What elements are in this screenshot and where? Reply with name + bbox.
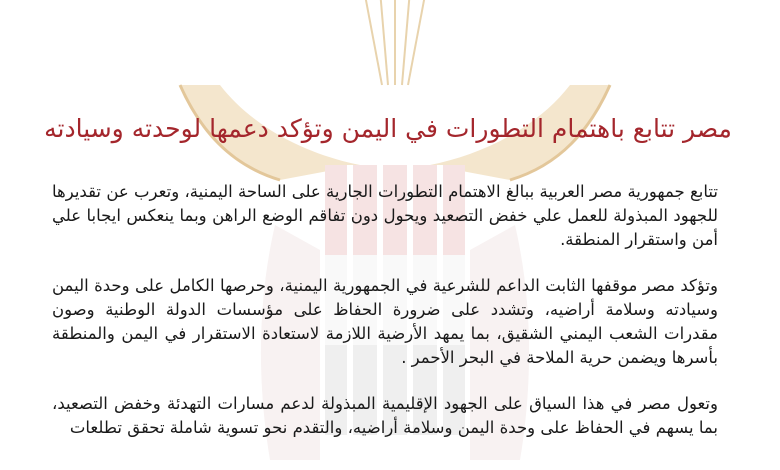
article-paragraph-3: وتعول مصر في هذا السياق على الجهود الإقليمية المبذولة لدعم مسارات التهدئة وخفض التصعيد، بما يسهم في الحفاظ على وحدة اليمن وسلامة أراضيه، والتقدم نحو تسوية شاملة تحقق تطلعات bbox=[52, 394, 718, 437]
article-paragraph-2: وتؤكد مصر موقفها الثابت الداعم للشرعية في الجمهورية اليمنية، وحرصها الكامل على وحدة اليمن وسيادته وسلامة أراضيه، وتشدد على ضرورة الحفاظ على مؤسسات الدولة الوطنية وصون مقدرات الشعب اليمني الشقيق، بما يمهد الأرضية اللازمة لاستعادة الاستقرار في اليمن والمنطقة بأسرها ويضمن حرية الملاحة في البحر الأحمر . bbox=[52, 276, 718, 367]
article-title: مصر تتابع باهتمام التطورات في اليمن وتؤكد دعمها لوحدته وسيادته bbox=[44, 114, 732, 143]
article-body bbox=[52, 180, 718, 462]
article-paragraph-1: تتابع جمهورية مصر العربية ببالغ الاهتمام التطورات الجارية على الساحة اليمنية، وتعرب عن تقديرها للجهود المبذولة للعمل علي خفض التصعيد ويحول دون تفاقم الوضع الراهن وبما ينعكس ايجابا علي أمن واستقرار المنطقة. bbox=[52, 182, 718, 249]
